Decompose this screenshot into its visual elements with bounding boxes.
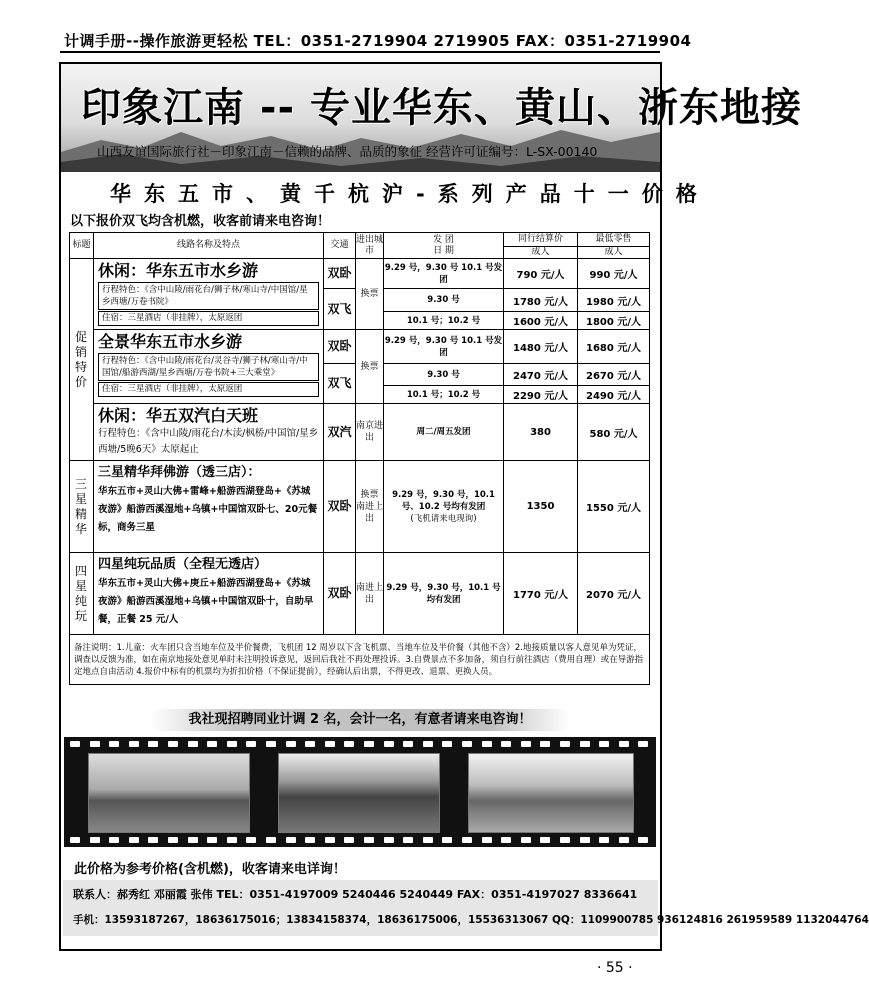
page-number: · 55 · — [597, 960, 633, 976]
film-sprocket-hole — [90, 837, 100, 843]
film-sprocket-hole — [638, 837, 648, 843]
film-sprocket-hole — [305, 741, 315, 747]
film-sprocket-hole — [599, 741, 609, 747]
transport-cell: 双汽 — [324, 404, 356, 461]
header-strip-text: 计调手册--操作旅游更轻松 TEL：0351-2719904 2719905 FAX：0351-2719904 — [64, 32, 692, 50]
date-cell: 9.30 号 — [384, 364, 504, 386]
date-cell: 9.29 号，9.30 号，10.1 号 均有发团 — [384, 553, 504, 635]
film-sprocket-hole — [501, 741, 511, 747]
film-sprocket-hole — [148, 741, 158, 747]
header-transport: 交通 — [324, 233, 356, 259]
film-sprocket-hole — [70, 741, 80, 747]
city-route: 南进上出 — [356, 501, 384, 524]
film-sprocket-hole — [207, 837, 217, 843]
date-cell: 9.29 号，9.30 号 10.1 号发团 — [384, 259, 504, 289]
header-retail-price: 最低零售 — [578, 233, 650, 247]
film-sprocket-hole — [188, 837, 198, 843]
film-sprocket-hole — [109, 837, 119, 843]
peer-price: 1770 元/人 — [504, 553, 578, 635]
date-cell: 周二/周五发团 — [384, 404, 504, 461]
retail-price: 2490 元/人 — [578, 386, 650, 404]
film-sprocket-hole — [364, 837, 374, 843]
film-sprocket-hole — [619, 741, 629, 747]
film-sprocket-hole — [442, 741, 452, 747]
series-title: 华东五市、黄千杭沪-系列产品十一价格 — [110, 182, 710, 206]
route-name: 休闲：华五双汽白天班 — [98, 406, 259, 425]
film-sprocket-hole — [148, 837, 158, 843]
recruit-banner: 我社现招聘同业计调 2 名，会计一名，有意者请来电咨询！ — [150, 709, 570, 731]
transport-cell: 双卧 — [324, 330, 356, 364]
price-note: 以下报价双飞均含机燃，收客前请来电咨询！ — [70, 214, 331, 229]
header-strip — [60, 28, 692, 54]
peer-price: 2470 元/人 — [504, 364, 578, 386]
category-promo: 促销特价 — [70, 259, 94, 461]
retail-price: 2670 元/人 — [578, 364, 650, 386]
film-sprocket-hole — [129, 837, 139, 843]
film-sprocket-hole — [599, 837, 609, 843]
film-sprocket-hole — [423, 837, 433, 843]
film-sprocket-hole — [521, 741, 531, 747]
film-sprocket-hole — [207, 741, 217, 747]
film-sprocket-hole — [168, 741, 178, 747]
film-sprocket-hole — [344, 741, 354, 747]
header-rule — [60, 51, 660, 53]
film-sprocket-hole — [540, 837, 550, 843]
transport-cell: 双卧 — [324, 553, 356, 635]
header-peer-price: 同行结算价 — [504, 233, 578, 247]
film-sprocket-hole — [580, 837, 590, 843]
city-exchange: 换票 — [360, 489, 379, 500]
transport-cell: 双飞 — [324, 289, 356, 330]
bottom-note: 此价格为参考价格(含机燃)，收客请来电详询！ — [74, 862, 346, 877]
remarks: 备注说明：1.儿童：火车团只含当地车位及半价餐费，飞机团 12 周岁以下含飞机票、当地车位及半价餐（其他不含）2.地接质量以客人意见单为凭证，调查以反馈为准，如在南京地接处意见单时未注明投诉意见，返回后我社不再处理投诉。3.自费景点不多加备，须自行前往酒店（费用自理）或在导游指定地点自由活动 4.报价中标有的机票均为折扣价格（不保证提前），经确认后出票，不得更改、退票、更换人员。 — [70, 635, 650, 685]
peer-price: 790 元/人 — [504, 259, 578, 289]
transport-cell: 双飞 — [324, 364, 356, 404]
route-5 — [94, 553, 324, 635]
city-cell: 换票 — [356, 259, 384, 330]
film-sprocket-hole — [521, 837, 531, 843]
peer-price: 1780 元/人 — [504, 289, 578, 312]
category-4star: 四星纯玩 — [70, 553, 94, 635]
peer-price: 2290 元/人 — [504, 386, 578, 404]
retail-price: 990 元/人 — [578, 259, 650, 289]
header-route: 线路名称及特点 — [94, 233, 324, 259]
route-2 — [94, 330, 324, 404]
route-name: 四星纯玩品质（全程无透店） — [98, 557, 268, 572]
retail-price: 2070 元/人 — [578, 553, 650, 635]
date-subnote: (飞机请来电现询) — [410, 513, 477, 524]
peer-price: 1350 — [504, 461, 578, 553]
film-sprocket-hole — [462, 741, 472, 747]
category-3star: 三星精华 — [70, 461, 94, 553]
city-cell: 南进上出 — [356, 553, 384, 635]
film-sprocket-hole — [580, 741, 590, 747]
header-adult: 成人 — [578, 247, 650, 259]
route-1 — [94, 259, 324, 330]
transport-cell: 双卧 — [324, 259, 356, 289]
film-sprocket-hole — [482, 837, 492, 843]
route-3 — [94, 404, 324, 461]
film-sprocket-hole — [286, 741, 296, 747]
film-sprocket-hole — [325, 837, 335, 843]
film-sprocket-hole — [403, 741, 413, 747]
peer-price: 380 — [504, 404, 578, 461]
route-description: 华东五市+灵山大佛+雷峰+船游西湖登岛+《苏城夜游》船游西溪湿地+乌镇+中国馆双卧七、20元餐标，商务三星 — [98, 486, 318, 533]
date-cell: 9.30 号 — [384, 289, 504, 312]
film-sprocket-hole — [442, 837, 452, 843]
film-sprocket-hole — [364, 741, 374, 747]
header-city: 进出城市 — [356, 233, 384, 259]
film-sprocket-hole — [109, 741, 119, 747]
landscape-photo — [88, 753, 250, 833]
city-cell: 南京进出 — [356, 404, 384, 461]
route-name: 休闲：华东五市水乡游 — [98, 261, 259, 280]
film-sprocket-hole — [266, 837, 276, 843]
film-sprocket-hole — [638, 741, 648, 747]
retail-price: 580 元/人 — [578, 404, 650, 461]
retail-price: 1800 元/人 — [578, 312, 650, 330]
header-adult: 成人 — [504, 247, 578, 259]
town-photo — [278, 753, 440, 833]
route-description: 华东五市+灵山大佛+庚丘+船游西湖登岛+《苏城夜游》船游西溪湿地+乌镇+中国馆双卧十，自助早餐，正餐 25 元/人 — [98, 578, 314, 625]
film-sprocket-hole — [305, 837, 315, 843]
mobile-line: 手机：13593187267，18636175016；13834158374，18636175006，15536313067 QQ：1109900785 936124816 261959589 1132044764 — [73, 914, 869, 926]
route-hotel: 住宿：三星酒店（非挂牌），太原返团 — [98, 311, 319, 326]
photo-film-strip — [64, 737, 656, 847]
film-sprocket-hole — [90, 741, 100, 747]
route-4 — [94, 461, 324, 553]
film-sprocket-hole — [325, 741, 335, 747]
film-sprocket-hole — [227, 837, 237, 843]
film-sprocket-hole — [403, 837, 413, 843]
route-name: 全景华东五市水乡游 — [98, 332, 243, 351]
film-sprocket-hole — [501, 837, 511, 843]
film-sprocket-hole — [286, 837, 296, 843]
film-sprocket-hole — [227, 741, 237, 747]
header-cat: 标题 — [70, 233, 94, 259]
contact-box — [63, 880, 869, 936]
film-sprocket-hole — [482, 741, 492, 747]
film-sprocket-hole — [560, 837, 570, 843]
route-features: 行程特色：《含中山陵/雨花台/狮子林/寒山寺/中国馆/星乡西塘/万卷书院》 — [98, 282, 319, 310]
film-sprocket-hole — [246, 741, 256, 747]
film-sprocket-hole — [129, 741, 139, 747]
film-sprocket-hole — [168, 837, 178, 843]
peer-price: 1600 元/人 — [504, 312, 578, 330]
retail-price: 1550 元/人 — [578, 461, 650, 553]
banner-title: 印象江南 -- 专业华东、黄山、浙东地接 — [81, 85, 803, 131]
route-features: 行程特色：《含中山陵/雨花台/木渎/枫桥/中国馆/星乡西塘/5晚6天》太原起止 — [98, 428, 319, 455]
canal-photo — [468, 753, 634, 833]
film-sprocket-hole — [188, 741, 198, 747]
price-table — [69, 232, 650, 685]
peer-price: 1480 元/人 — [504, 330, 578, 364]
banner-subtitle: 山西友谊国际旅行社－印象江南－信赖的品牌、品质的象征 经营许可证编号：L-SX-00140 — [97, 144, 598, 159]
film-sprocket-hole — [344, 837, 354, 843]
route-hotel: 住宿：三星酒店（非挂牌），太原返团 — [98, 382, 319, 397]
film-sprocket-hole — [384, 741, 394, 747]
film-sprocket-hole — [560, 741, 570, 747]
retail-price: 1680 元/人 — [578, 330, 650, 364]
film-sprocket-hole — [619, 837, 629, 843]
date-cell — [384, 461, 504, 553]
city-cell: 换票 — [356, 330, 384, 404]
film-sprocket-hole — [266, 741, 276, 747]
date-text: 9.29 号，9.30 号，10.1 号、10.2 号均有发团 — [392, 489, 495, 512]
contact-line: 联系人：郝秀红 邓丽霞 张伟 TEL：0351-4197009 5240446 5240449 FAX：0351-4197027 8336641 — [73, 888, 638, 901]
film-sprocket-hole — [70, 837, 80, 843]
film-sprocket-hole — [384, 837, 394, 843]
route-name: 三星精华拜佛游（透三店）： — [98, 465, 261, 480]
retail-price: 1980 元/人 — [578, 289, 650, 312]
route-features: 行程特色：《含中山陵/雨花台/灵谷寺/狮子林/寒山寺/中国馆/船游西湖/星乡西塘/万卷书院+三大乘堂》 — [98, 353, 319, 381]
date-cell: 10.1 号；10.2 号 — [384, 312, 504, 330]
header-date: 发 团 日 期 — [384, 233, 504, 259]
city-cell — [356, 461, 384, 553]
transport-cell: 双卧 — [324, 461, 356, 553]
film-sprocket-hole — [462, 837, 472, 843]
date-cell: 10.1 号；10.2 号 — [384, 386, 504, 404]
film-sprocket-hole — [423, 741, 433, 747]
film-sprocket-hole — [540, 741, 550, 747]
film-sprocket-hole — [246, 837, 256, 843]
date-cell: 9.29 号，9.30 号 10.1 号发团 — [384, 330, 504, 364]
